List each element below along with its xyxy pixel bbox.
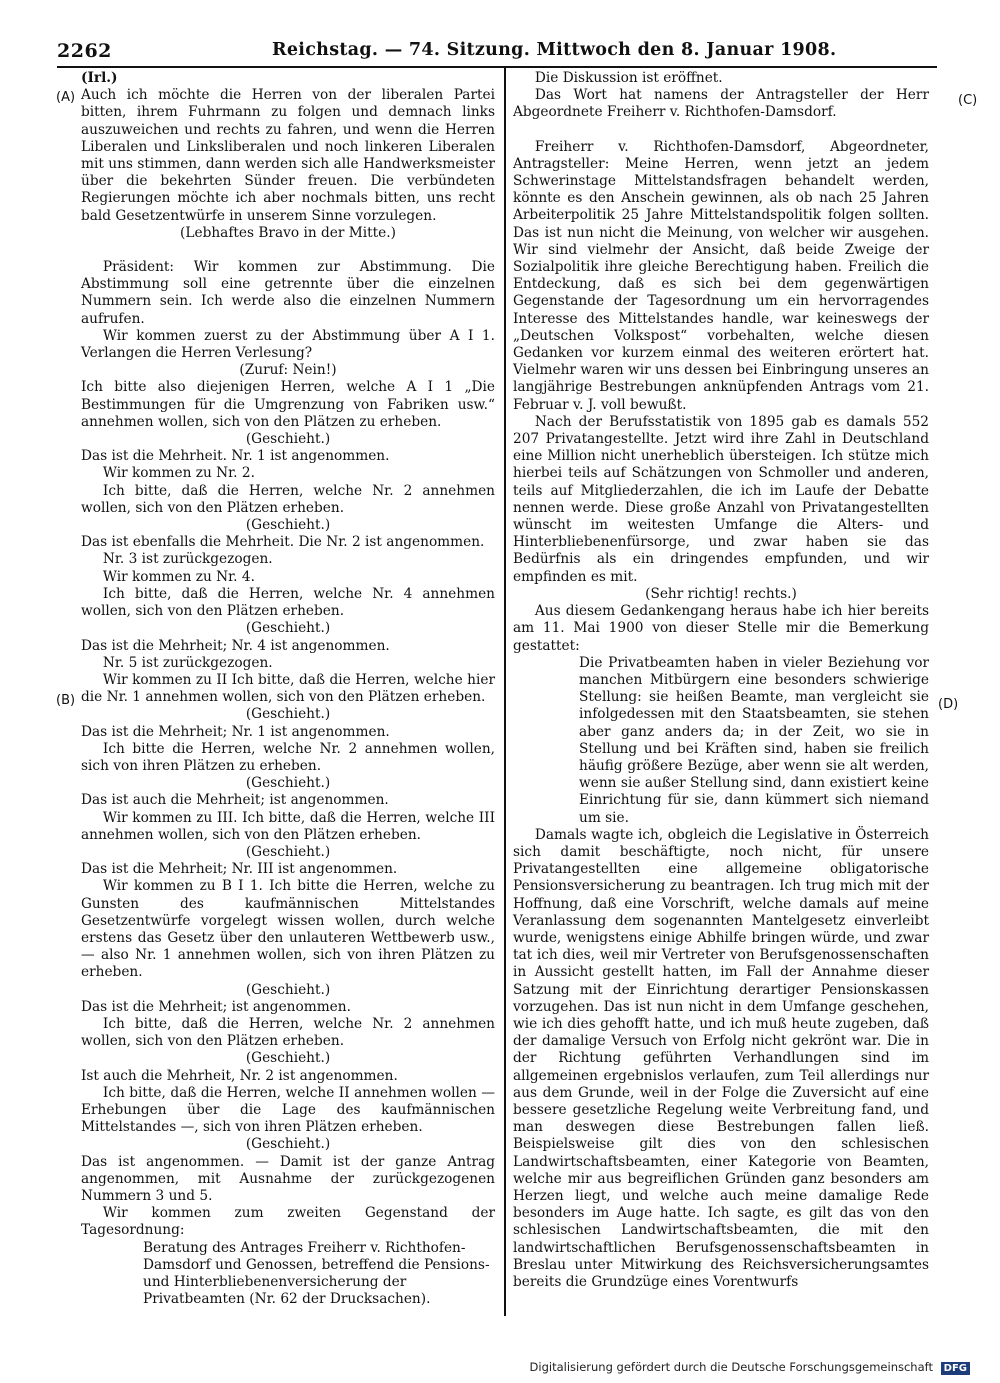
- right-column: [513, 70, 929, 1291]
- column-divider: [504, 68, 506, 1316]
- paragraph: Das ist die Mehrheit; Nr. 4 ist angenommen.: [81, 637, 390, 654]
- paragraph: Ist auch die Mehrheit, Nr. 2 ist angenommen.: [81, 1067, 398, 1084]
- paragraph: Das ist die Mehrheit; ist angenommen.: [81, 998, 351, 1015]
- footer-text: Digitalisierung gefördert durch die Deutsche Forschungsgemeinschaft: [529, 1360, 933, 1374]
- dfg-logo: DFG: [941, 1362, 970, 1375]
- stage-direction: (Geschieht.): [245, 1136, 331, 1153]
- stage-direction: (Geschieht.): [245, 981, 331, 998]
- stage-direction: (Zuruf: Nein!): [239, 362, 337, 379]
- paragraph: Ich bitte, daß die Herren, welche Nr. 4 annehmen wollen, sich von den Plätzen erheben.: [81, 585, 495, 620]
- paragraph: Das Wort hat namens der Antragsteller der Herr Abgeordnete Freiherr v. Richthofen-Damsdorf.: [513, 87, 929, 121]
- paragraph: Wir kommen zu Nr. 4.: [102, 568, 255, 585]
- paragraph: Ich bitte, daß die Herren, welche Nr. 2 annehmen wollen, sich von den Plätzen erheben.: [81, 1015, 495, 1050]
- stage-direction: (Sehr richtig! rechts.): [645, 585, 797, 602]
- margin-marker-c: (C): [958, 93, 978, 108]
- paragraph: Präsident: Wir kommen zur Abstimmung. Die Abstimmung soll eine getrennte über die einzelnen Nummern sein. Ich werde also die einzelnen Nummern aufrufen.: [81, 259, 495, 327]
- paragraph: Auch ich möchte die Herren von der liberalen Partei bitten, ihrem Fuhrmann zu folgen und demnach links auszuweichen und rechts zu fahren, und wenn die Herren Liberalen und Linksliberalen und noch linkeren Liberalen mit uns stimmen, dann werden sich alle Handwerksmeister über die bekehrten Sünder freuen. Die verbündeten Regierungen möchte ich aber nochmals bitten, uns recht bald Gesetzentwürfe in unserem Sinne vorzulegen.: [81, 87, 495, 224]
- stage-direction: (Geschieht.): [245, 775, 331, 792]
- paragraph: Nach der Berufsstatistik von 1895 gab es damals 552 207 Privatangestellte. Jetzt wird ihre Zahl in Deutschland eine Million nicht unerheblich übersteigen. Ich stütze mich hierbei teils auf Schätzungen von Schmoller und anderen, teils auf Mitgliederzahlen, die ich im Laufe der Debatte nennen werde. Diese große Anzahl von Privatangestellten wünscht im weitesten Umfange die Alters- und Hinterbliebenenfürsorge, und zwar haben sie das Bedürfnis als ein dringendes empfunden, und wir empfinden es mit.: [513, 413, 929, 585]
- paragraph: Nr. 5 ist zurückgezogen.: [102, 654, 273, 671]
- paragraph: Die Privatbeamten haben in vieler Beziehung vor manchen Mitbürgern eine besonders schwierige Stellung: sie heißen Beamte, man vergleicht sie infolgedessen mit den Staatsbeamten, sie stehen aber ganz anders da; in der Zeit, wo sie in Stellung und bei Kräften sind, haben sie freilich häufig größere Bezüge, aber wenn sie alt werden, wenn sie außer Stellung sind, dann existiert keine Einrichtung für sie, dann kümmert sich niemand um sie.: [579, 654, 929, 826]
- paragraph: Das ist die Mehrheit. Nr. 1 ist angenommen.: [81, 448, 390, 465]
- paragraph: Das ist die Mehrheit; Nr. 1 ist angenommen.: [81, 723, 390, 740]
- paragraph: Das ist angenommen. — Damit ist der ganze Antrag angenommen, mit Ausnahme der zurückgezogenen Nummern 3 und 5.: [81, 1153, 495, 1204]
- paragraph: Damals wagte ich, obgleich die Legislative in Österreich sich damit beschäftigte, noch nicht, für unsere Privatangestellten eine allgemeine obligatorische Pensionsversicherung zu beantragen. Ich trug mich mit der Hoffnung, daß eine Vorschrift, welche damals auf meine Veranlassung dem sogenannten Mantelgesetz einverleibt wurde, wenigstens einige Abhilfe bringen würde, und zwar tat ich dies, weil mir Vertreter von Berufsgenossenschaften in Aussicht gestellt hatten, im Fall der Annahme dieser Satzung mit der Einrichtung derartiger Pensionskassen vorzugehen. Das ist nun nicht in dem Umfange geschehen, wie ich dies gehofft hatte, und ich muß heute zugeben, daß der damalige Versuch von Erfolg nicht gekrönt war. Die in der Richtung geführten Verhandlungen sind im allgemeinen ergebnislos verlaufen, zum Teil allerdings nur aus dem Grunde, weil in der Folge die Zuversicht auf eine bessere gesetzliche Regelung weite Verbreitung fand, und man deswegen diese Bestrebungen fallen ließ. Beispielsweise gilt dies von den schlesischen Landwirtschaftsbeamten, einer Kategorie von Beamten, welche mir aus begreiflichen Gründen ganz besonders am Herzen liegt, und welche auch meine damalige Rede besonders im Auge hatte. Ich sagte, es gilt das von den schlesischen Landwirtschaftsbeamten, die mit den landwirtschaftlichen Berufsgenossenschaftsbeamten in Breslau unter Mitwirkung des Reichsversicherungsamtes bereits die Grundzüge eines Vorentwurfs: [513, 826, 929, 1291]
- left-column: [81, 70, 495, 1308]
- stage-direction: (Geschieht.): [245, 517, 331, 534]
- paragraph: Beratung des Antrages Freiherr v. Richthofen-Damsdorf und Genossen, betreffend die Pensions- und Hinterbliebenenversicherung der Privatbeamten (Nr. 62 der Drucksachen).: [143, 1239, 490, 1308]
- paragraph: Ich bitte die Herren, welche Nr. 2 annehmen wollen, sich von ihren Plätzen zu erheben.: [81, 740, 495, 774]
- paragraph: Ich bitte, daß die Herren, welche Nr. 2 annehmen wollen, sich von den Plätzen erheben.: [81, 482, 495, 516]
- stage-direction: (Geschieht.): [245, 706, 331, 723]
- paragraph: Die Diskussion ist eröffnet.: [534, 70, 723, 86]
- paragraph: Wir kommen zu B I 1. Ich bitte die Herren, welche zu Gunsten des kaufmännischen Mittelstandes Gesetzentwürfe vorgelegt wissen wollen, durch welche erstens das Gesetz über den unlauteren Wettbewerb usw., — also Nr. 1 annehmen wollen, sich von ihren Plätzen zu erheben.: [81, 878, 495, 981]
- paragraph: (Irl.): [81, 70, 118, 86]
- page-title: Reichstag. — 74. Sitzung. Mittwoch den 8. Januar 1908.: [272, 40, 837, 60]
- paragraph: Freiherr v. Richthofen-Damsdorf, Abgeordneter, Antragsteller: Meine Herren, wenn jetzt an jedem Schwerinstage Mittelstandsfragen behandelt werden, könnte es den Anschein gewinnen, als ob nach 25 Jahren Arbeiterpolitik 25 Jahre Mittelstandspolitik folgen sollten. Das ist nun nicht die Meinung, von welcher wir ausgehen. Wir sind vielmehr der Ansicht, daß beide Zweige der Sozialpolitik ihre gleiche Berechtigung haben. Freilich die Entdeckung, daß es sich bei dem gegenwärtigen Gegenstande der Tagesordnung um ein hervorragendes Interesse des Mittelstandes handle, war keineswegs der „Deutschen Volkspost“ vorbehalten, welche diesen Gedanken vor kurzem einmal des weiteren erörtert hat. Vielmehr waren wir uns dessen bei Einbringung unseres an langjährige Bestrebungen anknüpfenden Antrags vom 21. Februar v. J. voll bewußt.: [513, 138, 929, 413]
- paragraph-gap: [513, 122, 929, 139]
- margin-marker-b: (B): [56, 693, 76, 708]
- stage-direction: (Geschieht.): [245, 620, 331, 637]
- stage-direction: (Lebhaftes Bravo in der Mitte.): [180, 224, 396, 241]
- margin-marker-d: (D): [938, 697, 959, 712]
- paragraph: Das ist ebenfalls die Mehrheit. Die Nr. 2 ist angenommen.: [81, 534, 485, 551]
- stage-direction: (Geschieht.): [245, 1050, 331, 1067]
- paragraph: Wir kommen zum zweiten Gegenstand der Tagesordnung:: [81, 1205, 495, 1239]
- margin-marker-a: (A): [56, 90, 76, 105]
- stage-direction: (Geschieht.): [245, 431, 331, 448]
- paragraph: Ich bitte, daß die Herren, welche II annehmen wollen — Erhebungen über die Lage des kaufmännischen Mittelstandes —, sich von ihren Plätzen erheben.: [81, 1084, 495, 1136]
- footer-credit: [530, 1360, 970, 1375]
- paragraph: Wir kommen zu Nr. 2.: [102, 465, 255, 482]
- paragraph: Das ist auch die Mehrheit; ist angenommen.: [81, 792, 389, 809]
- paragraph: Aus diesem Gedankengang heraus habe ich hier bereits am 11. Mai 1900 von dieser Stelle mir die Bemerkung gestattet:: [513, 603, 929, 654]
- paragraph: Ich bitte also diejenigen Herren, welche A I 1 „Die Bestimmungen für die Umgrenzung von Fabriken usw.“ annehmen wollen, sich von den Plätzen zu erheben.: [81, 379, 495, 430]
- paragraph: Wir kommen zu II Ich bitte, daß die Herren, welche hier die Nr. 1 annehmen wollen, sich von den Plätzen erheben.: [81, 671, 495, 706]
- paragraph: Wir kommen zuerst zu der Abstimmung über A I 1. Verlangen die Herren Verlesung?: [81, 327, 495, 362]
- page-number: 2262: [57, 40, 112, 62]
- header-rule: [57, 66, 937, 68]
- paragraph-gap: [81, 242, 495, 259]
- paragraph: Wir kommen zu III. Ich bitte, daß die Herren, welche III annehmen wollen, sich von den Plätzen erheben.: [81, 809, 495, 843]
- paragraph: Das ist die Mehrheit; Nr. III ist angenommen.: [81, 861, 398, 878]
- paragraph: Nr. 3 ist zurückgezogen.: [102, 551, 273, 568]
- stage-direction: (Geschieht.): [245, 843, 331, 860]
